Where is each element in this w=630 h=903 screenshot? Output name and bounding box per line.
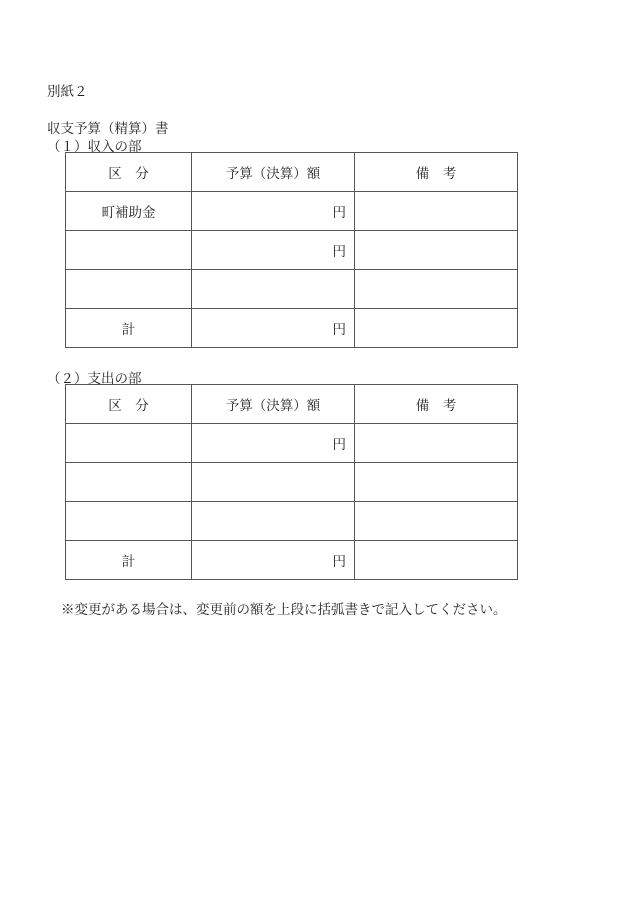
table-row	[66, 541, 518, 580]
expense-row-2-amount	[192, 463, 355, 502]
expense-section-heading: （２）支出の部	[47, 371, 142, 387]
income-total-label: 計	[66, 309, 192, 348]
income-table	[65, 152, 518, 348]
attachment-label: 別紙２	[47, 84, 88, 100]
income-table-header-row	[66, 153, 518, 192]
income-total-amount: 円	[192, 309, 355, 348]
income-row-3-category	[66, 270, 192, 309]
income-row-3-amount	[192, 270, 355, 309]
income-header-category: 区 分	[66, 153, 192, 192]
income-row-2-category	[66, 231, 192, 270]
table-row	[66, 231, 518, 270]
table-row	[66, 463, 518, 502]
table-row	[66, 192, 518, 231]
expense-row-3-amount	[192, 502, 355, 541]
table-row	[66, 309, 518, 348]
income-section-heading: （１）収入の部	[47, 139, 142, 155]
expense-header-amount: 予算（決算）額	[192, 385, 355, 424]
expense-table-header-row	[66, 385, 518, 424]
expense-row-1-remarks	[355, 424, 518, 463]
footnote: ※変更がある場合は、変更前の額を上段に括弧書きで記入してください。	[61, 602, 507, 618]
expense-row-1-amount: 円	[192, 424, 355, 463]
expense-total-label: 計	[66, 541, 192, 580]
table-row	[66, 270, 518, 309]
expense-table	[65, 384, 518, 580]
income-row-2-remarks	[355, 231, 518, 270]
income-row-2-amount: 円	[192, 231, 355, 270]
income-row-3-remarks	[355, 270, 518, 309]
income-row-1-remarks	[355, 192, 518, 231]
income-row-1-category: 町補助金	[66, 192, 192, 231]
expense-row-3-remarks	[355, 502, 518, 541]
expense-total-remarks	[355, 541, 518, 580]
income-row-1-amount: 円	[192, 192, 355, 231]
table-row	[66, 424, 518, 463]
table-row	[66, 502, 518, 541]
expense-row-3-category	[66, 502, 192, 541]
income-header-amount: 予算（決算）額	[192, 153, 355, 192]
expense-header-category: 区 分	[66, 385, 192, 424]
expense-row-1-category	[66, 424, 192, 463]
income-total-remarks	[355, 309, 518, 348]
income-header-remarks: 備 考	[355, 153, 518, 192]
expense-header-remarks: 備 考	[355, 385, 518, 424]
expense-total-amount: 円	[192, 541, 355, 580]
document-title: 収支予算（精算）書	[47, 121, 169, 137]
expense-row-2-remarks	[355, 463, 518, 502]
expense-row-2-category	[66, 463, 192, 502]
